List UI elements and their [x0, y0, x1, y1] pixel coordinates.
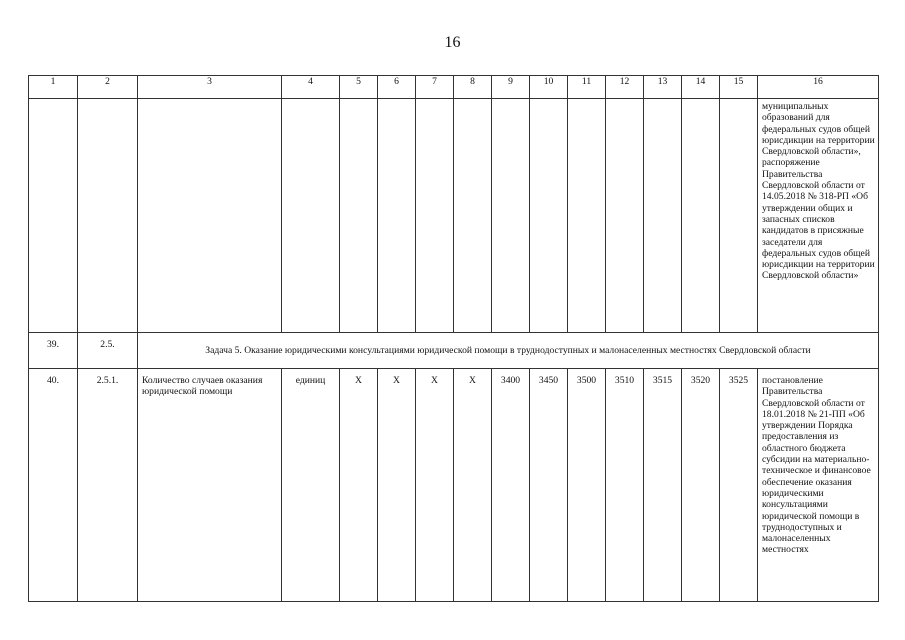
empty-cell — [644, 99, 682, 333]
column-header: 16 — [758, 76, 879, 99]
empty-cell — [416, 99, 454, 333]
column-header: 1 — [29, 76, 78, 99]
indicators-table — [28, 75, 879, 602]
empty-cell — [606, 99, 644, 333]
row-code: 2.5. — [78, 333, 138, 369]
value-cell: X — [454, 369, 492, 602]
column-header: 2 — [78, 76, 138, 99]
row-number: 39. — [29, 333, 78, 369]
task-title: Задача 5. Оказание юридическими консультациями юридической помощи в труднодоступных и малонаселенных местностях Свердловской области — [138, 333, 879, 369]
value-cell: 3515 — [644, 369, 682, 602]
table-row-39 — [29, 333, 879, 369]
legal-source: постановление Правительства Свердловской области от 18.01.2018 № 21-ПП «Об утверждении Порядка предоставления из областного бюджета субсидии на материально-техническое и финансовое обеспечение оказания юридическими консультациями юридической помощи в труднодоступных и малонаселенных местностях — [758, 369, 879, 602]
column-header: 4 — [282, 76, 340, 99]
empty-cell — [340, 99, 378, 333]
value-cell: 3450 — [530, 369, 568, 602]
empty-cell — [29, 99, 78, 333]
continuation-note: муниципальных образований для федеральных судов общей юрисдикции на территории Свердловской области», распоряжение Правительства Свердловской области от 14.05.2018 № 318-РП «Об утверждении общих и запасных списков кандидатов в присяжные заседатели для федеральных судов общей юрисдикции на территории Свердловской области» — [758, 99, 879, 333]
value-cell: 3520 — [682, 369, 720, 602]
table-header-row — [29, 76, 879, 99]
empty-cell — [282, 99, 340, 333]
unit-cell: единиц — [282, 369, 340, 602]
column-header: 6 — [378, 76, 416, 99]
column-header: 12 — [606, 76, 644, 99]
table-row-40 — [29, 369, 879, 602]
empty-cell — [492, 99, 530, 333]
empty-cell — [682, 99, 720, 333]
indicator-name: Количество случаев оказания юридической помощи — [138, 369, 282, 602]
empty-cell — [378, 99, 416, 333]
value-cell: 3510 — [606, 369, 644, 602]
column-header: 14 — [682, 76, 720, 99]
empty-cell — [568, 99, 606, 333]
table-row-continuation — [29, 99, 879, 333]
value-cell: 3525 — [720, 369, 758, 602]
column-header: 5 — [340, 76, 378, 99]
page-number: 16 — [444, 34, 461, 51]
value-cell: 3400 — [492, 369, 530, 602]
value-cell: X — [416, 369, 454, 602]
column-header: 11 — [568, 76, 606, 99]
empty-cell — [454, 99, 492, 333]
column-header: 3 — [138, 76, 282, 99]
row-code: 2.5.1. — [78, 369, 138, 602]
column-header: 9 — [492, 76, 530, 99]
column-header: 10 — [530, 76, 568, 99]
empty-cell — [78, 99, 138, 333]
column-header: 15 — [720, 76, 758, 99]
column-header: 13 — [644, 76, 682, 99]
column-header: 7 — [416, 76, 454, 99]
empty-cell — [530, 99, 568, 333]
value-cell: X — [340, 369, 378, 602]
row-number: 40. — [29, 369, 78, 602]
empty-cell — [138, 99, 282, 333]
empty-cell — [720, 99, 758, 333]
column-header: 8 — [454, 76, 492, 99]
value-cell: X — [378, 369, 416, 602]
value-cell: 3500 — [568, 369, 606, 602]
